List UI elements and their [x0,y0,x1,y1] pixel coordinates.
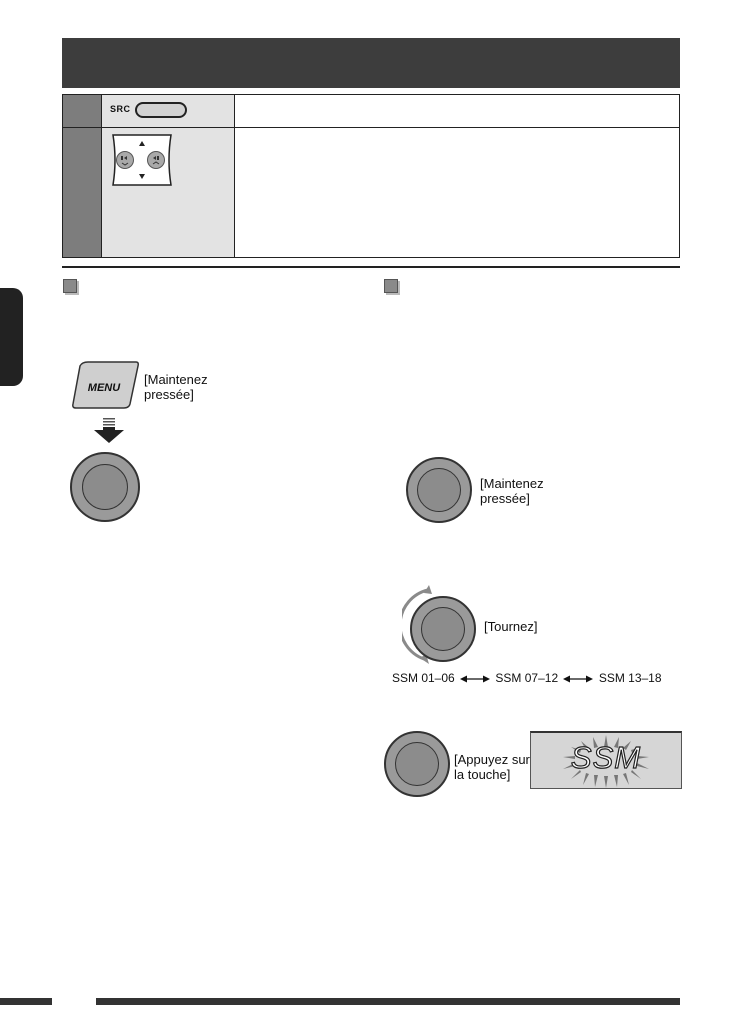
control-dial[interactable] [70,452,140,522]
ssm-range: SSM 01–06 [392,671,455,685]
action-line: [Maintenez [144,372,208,387]
ssm-sequence [392,671,662,686]
control-cell [102,95,235,127]
control-dial-center [395,742,439,786]
control-dial[interactable] [410,596,476,662]
ssm-range: SSM 07–12 [495,671,559,685]
control-dial-center [421,607,465,651]
instruction-table [62,94,680,258]
lcd-display [530,731,682,789]
step2-action-label: [Tournez] [484,619,538,634]
double-arrow-icon [563,674,593,684]
menu-action-label [144,372,208,402]
control-cell [102,128,235,257]
control-dial[interactable] [384,731,450,797]
description-cell [235,128,679,257]
control-dial-center [417,468,461,512]
action-line: [Maintenez [480,476,544,491]
arrow-down-icon [92,418,126,444]
skip-buttons-panel[interactable] [109,131,179,189]
src-button[interactable] [135,102,187,118]
section-marker-right [384,279,398,293]
language-tab [0,288,23,386]
step-cell [63,128,102,257]
src-label: SRC [110,104,131,114]
step3-action-label [454,752,530,782]
action-line: [Appuyez sur [454,752,530,767]
table-row [63,128,679,257]
control-dial[interactable] [406,457,472,523]
step-cell [63,95,102,127]
footer-bar-left [0,998,52,1005]
action-line: la touche] [454,767,511,782]
table-row [63,95,679,128]
lcd-text: SSM [570,740,642,775]
control-dial-center [82,464,128,510]
footer-bar-right [96,998,680,1005]
section-marker-left [63,279,77,293]
step1-action-label [480,476,544,506]
action-line: pressée] [144,387,194,402]
description-cell [235,95,679,127]
section-divider [62,266,680,268]
double-arrow-icon [460,674,490,684]
ssm-range: SSM 13–18 [598,671,662,685]
menu-button-label: MENU [87,382,121,394]
section-title-bar [62,38,680,88]
action-line: pressée] [480,491,530,506]
menu-button[interactable] [70,360,142,410]
